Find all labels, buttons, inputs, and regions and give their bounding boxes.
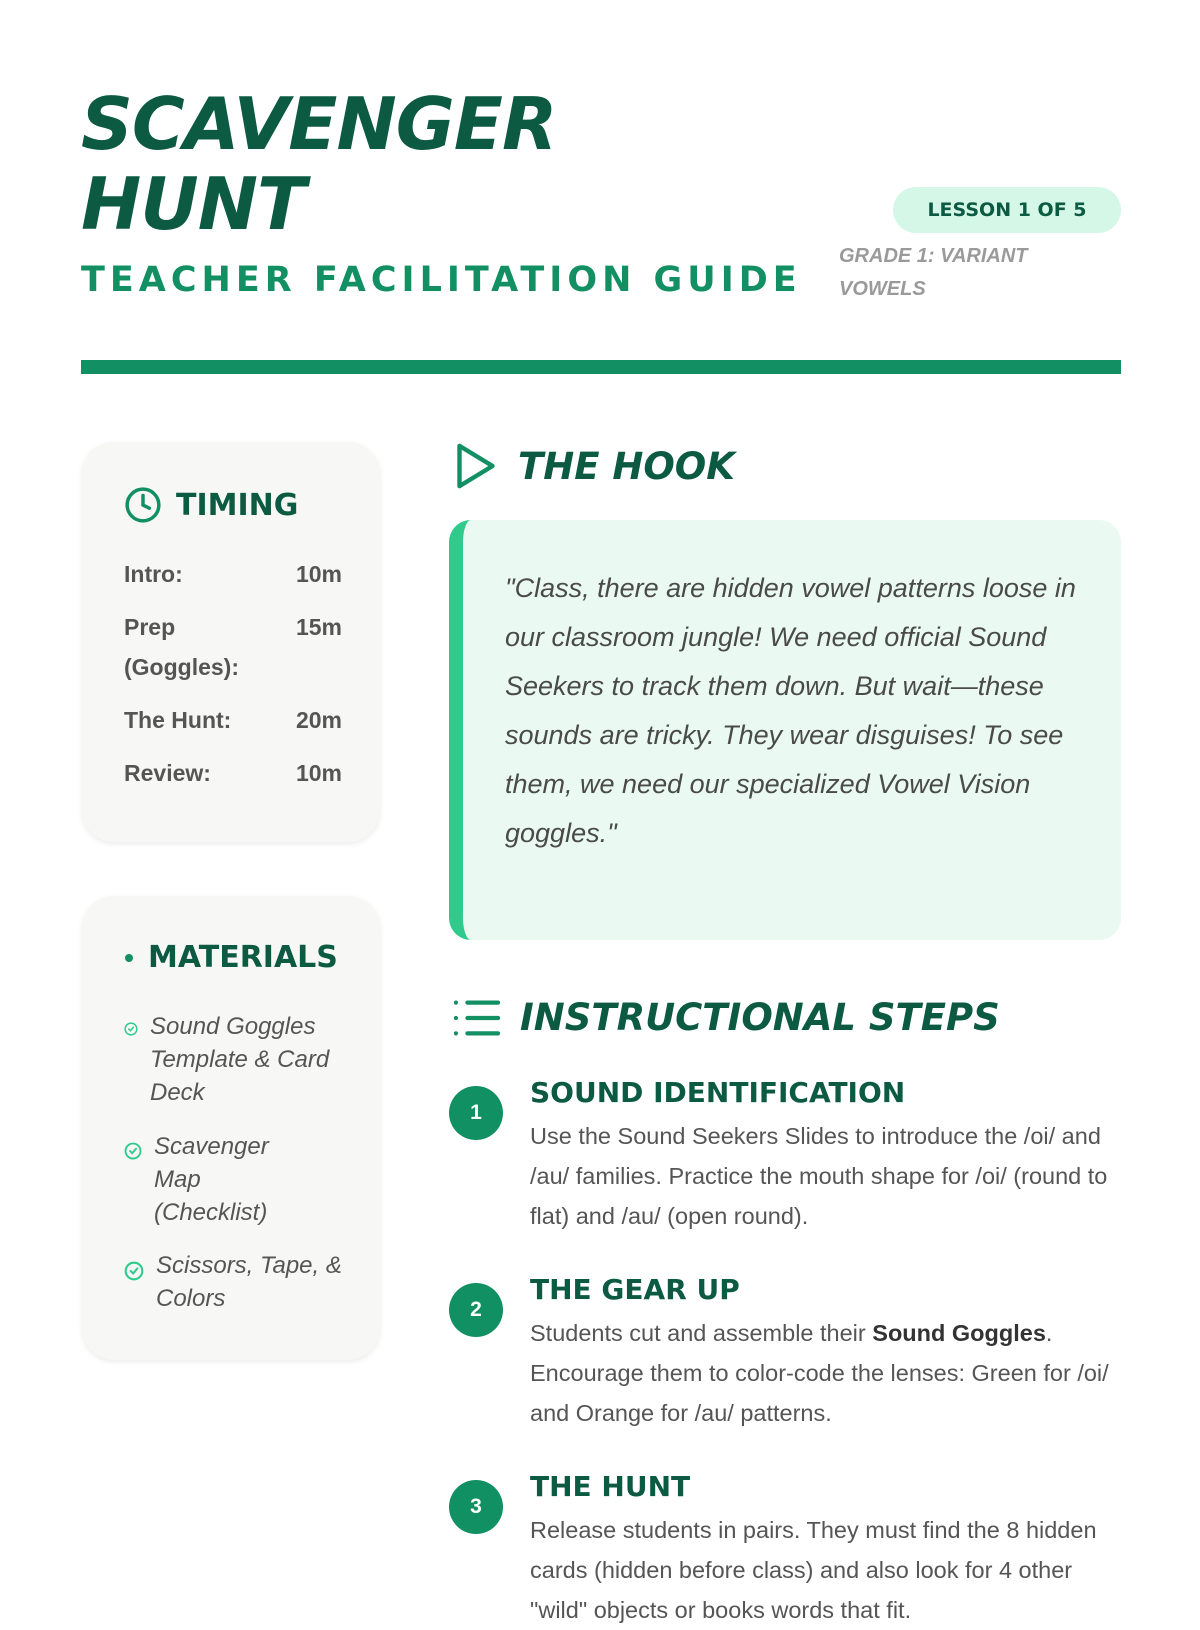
- step-title: SOUND IDENTIFICATION: [530, 1076, 906, 1109]
- timing-value: 10m: [295, 561, 342, 587]
- step-body: Use the Sound Seekers Slides to introduce the /oi/ and /au/ families. Practice the mouth shape for /oi/ (round to flat) and /au/ (open round).: [530, 1123, 1108, 1229]
- materials-heading-text: MATERIALS: [148, 940, 338, 975]
- steps-heading-text: INSTRUCTIONAL STEPS: [520, 996, 1000, 1039]
- timing-label: Intro:: [124, 561, 183, 587]
- page-header: [81, 82, 1121, 300]
- header-divider: [81, 360, 1121, 374]
- timing-heading-text: TIMING: [176, 487, 299, 523]
- hook-heading-text: THE HOOK: [518, 444, 735, 488]
- step-title: THE HUNT: [530, 1470, 691, 1503]
- grade-label: GRADE 1: VARIANT VOWELS: [839, 245, 1028, 300]
- step-title: THE GEAR UP: [530, 1273, 740, 1306]
- material-item-text: Scissors, Tape, & Colors: [156, 1252, 342, 1312]
- timing-label: Review:: [124, 760, 211, 786]
- check-circle-icon: [124, 1022, 138, 1036]
- step-body: Release students in pairs. They must find the 8 hidden cards (hidden before class) and also look for 4 other "wild" objects or books words that fit.: [530, 1517, 1097, 1623]
- material-item: [124, 1010, 354, 1109]
- timing-row-review: [124, 753, 342, 793]
- step-number-badge: 2: [449, 1283, 503, 1337]
- timing-heading: [124, 486, 298, 524]
- material-item-text: Scavenger Map (Checklist): [154, 1133, 269, 1226]
- materials-heading: [124, 940, 338, 975]
- step-number-badge: 1: [449, 1086, 503, 1140]
- material-item: [124, 1249, 354, 1315]
- dot-icon: [124, 953, 134, 963]
- clock-icon: [124, 486, 162, 524]
- title-line-1: SCAVENGER: [81, 82, 557, 166]
- timing-value: 15m: [295, 614, 342, 640]
- play-icon: [454, 442, 498, 490]
- check-circle-icon: [124, 1142, 142, 1160]
- step-number-badge: 3: [449, 1480, 503, 1534]
- step-body-text: . Encourage them to color-code the lenses: Green for /oi/ and Orange for /au/ patterns.: [530, 1320, 1109, 1426]
- list-icon: [454, 998, 500, 1038]
- timing-value: 10m: [295, 760, 342, 786]
- timing-label: Prep (Goggles):: [124, 614, 239, 680]
- hook-heading: [454, 442, 735, 490]
- step-body-emphasis: Sound Goggles: [872, 1320, 1046, 1346]
- step-body-text: Students cut and assemble their: [530, 1320, 873, 1346]
- check-circle-icon: [124, 1261, 144, 1281]
- title-line-2: HUNT: [81, 162, 306, 246]
- timing-value: 20m: [295, 707, 342, 733]
- material-item-text: Sound Goggles Template & Card Deck: [150, 1013, 330, 1106]
- timing-row-prep: [124, 607, 342, 687]
- step-body: [530, 1313, 1120, 1433]
- timing-card: [82, 442, 380, 842]
- timing-row-intro: [124, 554, 342, 594]
- page-subtitle: TEACHER FACILITATION GUIDE: [81, 260, 802, 300]
- timing-label: The Hunt:: [124, 707, 232, 733]
- steps-heading: [454, 996, 1000, 1039]
- materials-card: [82, 896, 380, 1360]
- timing-row-hunt: [124, 700, 342, 740]
- material-item: [124, 1130, 354, 1229]
- lesson-badge: LESSON 1 OF 5: [893, 187, 1121, 233]
- hook-quote: "Class, there are hidden vowel patterns loose in our classroom jungle! We need official Sound Seekers to track them down. But wait—these sounds are tricky. They wear disguises! To see them, we need our specialized Vowel Vision goggles.": [449, 520, 1121, 940]
